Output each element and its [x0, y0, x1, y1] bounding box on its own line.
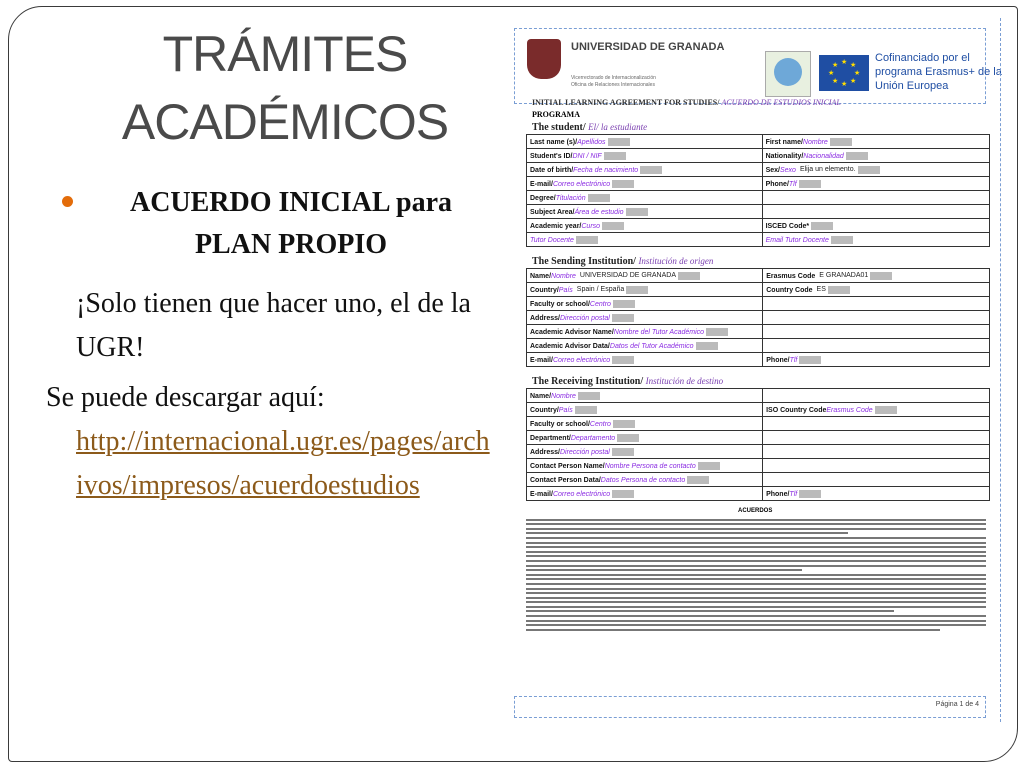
field-label: Academic year/ — [530, 222, 582, 230]
text-line — [526, 601, 986, 603]
input-placeholder-box[interactable] — [831, 236, 853, 244]
form-cell — [527, 297, 763, 311]
sending-table — [526, 268, 990, 367]
field-label: Subject Area/ — [530, 208, 575, 216]
field-label: Name/ — [530, 392, 552, 400]
text-line — [526, 555, 986, 557]
field-label-es: Nombre del Tutor Académico — [613, 328, 705, 336]
form-cell — [763, 459, 990, 473]
cofinanciado-text: Cofinanciado por el programa Erasmus+ de la Unión Europea — [875, 52, 1002, 92]
acuerdos-label: ACUERDOS — [738, 508, 773, 514]
receiving-table — [526, 388, 990, 501]
field-label-es: Sexo — [779, 166, 796, 174]
field-label-es: Fecha de nacimiento — [573, 166, 639, 174]
input-placeholder-box[interactable] — [613, 420, 635, 428]
field-label: Academic Advisor Data/ — [530, 342, 610, 350]
input-placeholder-box[interactable] — [875, 406, 897, 414]
form-cell — [762, 205, 989, 219]
document-header — [514, 28, 1002, 104]
form-cell — [762, 149, 989, 163]
field-label-es: Tlf — [788, 180, 797, 188]
input-placeholder-box[interactable] — [612, 180, 634, 188]
form-cell — [527, 459, 763, 473]
form-title — [532, 98, 841, 107]
field-label-es: Centro — [589, 420, 611, 428]
form-cell — [763, 283, 990, 297]
form-cell — [527, 135, 763, 149]
table-row — [527, 149, 990, 163]
table-row — [527, 403, 990, 417]
text-line — [526, 620, 986, 622]
form-cell — [762, 177, 989, 191]
field-label: Country Code — [766, 286, 813, 294]
table-row — [527, 339, 990, 353]
field-label: ISCED Code* — [765, 222, 810, 230]
field-label: Degree/ — [530, 194, 556, 202]
subtext: ¡Solo tienen que hacer uno, el de la UGR! — [76, 288, 471, 363]
text-line — [526, 528, 986, 530]
input-placeholder-box[interactable] — [870, 272, 892, 280]
table-row — [527, 219, 990, 233]
bullet-dot-icon — [62, 196, 73, 207]
download-link[interactable]: http://internacional.ugr.es/pages/archivos/impresos/acuerdoestudios — [76, 426, 490, 501]
text-line — [526, 606, 986, 608]
form-cell — [527, 339, 763, 353]
field-label-es: Departamento — [570, 434, 616, 442]
input-placeholder-box[interactable] — [696, 342, 718, 350]
form-cell — [527, 269, 763, 283]
field-label-es: Email Tutor Docente — [765, 236, 829, 244]
input-placeholder-box[interactable] — [626, 286, 648, 294]
input-placeholder-box[interactable] — [706, 328, 728, 336]
form-cell — [763, 431, 990, 445]
input-placeholder-box[interactable] — [830, 138, 852, 146]
text-line — [526, 551, 986, 553]
field-label: Contact Person Data/ — [530, 476, 601, 484]
field-value: ES — [816, 286, 826, 294]
input-placeholder-box[interactable] — [578, 392, 600, 400]
receiving-section-head — [532, 376, 723, 387]
table-row — [527, 297, 990, 311]
text-line — [526, 610, 894, 612]
form-title-en: INITIAL LEARNING AGREEMENT FOR STUDIES/ — [532, 98, 720, 107]
student-section-head — [532, 122, 647, 133]
receiving-head-es: Institución de destino — [645, 376, 724, 386]
form-cell — [527, 487, 763, 501]
download-block — [46, 376, 496, 508]
text-line — [526, 519, 986, 521]
field-label-es: Erasmus Code — [826, 406, 873, 414]
text-line — [526, 569, 802, 571]
programa-label: PROGRAMA — [532, 110, 580, 119]
form-title-es: ACUERDO DE ESTUDIOS INICIAL — [721, 98, 841, 107]
university-subtitle — [571, 75, 731, 89]
form-cell — [763, 389, 990, 403]
bullet-block — [62, 182, 492, 266]
field-label: Student's ID/ — [530, 152, 573, 160]
student-table — [526, 134, 990, 247]
form-cell — [527, 403, 763, 417]
field-label: E-mail/ — [530, 180, 553, 188]
table-row — [527, 269, 990, 283]
field-label-es: Datos Persona de contacto — [600, 476, 686, 484]
input-placeholder-box[interactable] — [846, 152, 868, 160]
text-line — [526, 629, 940, 631]
field-label-es: Tlf — [789, 490, 798, 498]
sending-head-en: The Sending Institution/ — [532, 256, 636, 267]
field-label-es: Tlf — [789, 356, 798, 364]
ugr-crest-icon — [527, 39, 561, 79]
field-label: E-mail/ — [530, 490, 553, 498]
input-placeholder-box[interactable] — [612, 448, 634, 456]
field-value: Elija un elemento. — [799, 166, 856, 174]
form-cell — [763, 353, 990, 367]
field-label: Erasmus Code — [766, 272, 816, 280]
title-line-2: ACADÉMICOS — [121, 94, 449, 150]
form-cell — [763, 403, 990, 417]
text-line — [526, 588, 986, 590]
form-cell — [527, 205, 763, 219]
input-placeholder-box[interactable] — [640, 166, 662, 174]
field-label: Academic Advisor Name/ — [530, 328, 614, 336]
field-label: Department/ — [530, 434, 571, 442]
student-head-es: El/ la estudiante — [588, 122, 648, 132]
form-cell — [763, 445, 990, 459]
text-line — [526, 615, 986, 617]
field-label-es: Dirección postal — [559, 448, 610, 456]
input-placeholder-box[interactable] — [612, 356, 634, 364]
field-value: Spain / España — [576, 286, 625, 294]
field-label-es: Nacionalidad — [803, 152, 844, 160]
university-name: UNIVERSIDAD DE GRANADA — [571, 41, 725, 53]
input-placeholder-box[interactable] — [575, 406, 597, 414]
vicerrectorado-text: Vicerrectorado de Internacionalización — [571, 75, 656, 81]
input-placeholder-box[interactable] — [678, 272, 700, 280]
field-label: Phone/ — [766, 356, 790, 364]
text-line — [526, 583, 986, 585]
field-label: Country/ — [530, 406, 559, 414]
table-row — [527, 487, 990, 501]
text-line — [526, 546, 986, 548]
text-line — [526, 560, 986, 562]
eu-flag-icon: ★ ★ ★ ★ ★ ★ ★ ★ — [819, 55, 869, 91]
field-label: Address/ — [530, 448, 560, 456]
table-row — [527, 283, 990, 297]
table-row — [527, 191, 990, 205]
table-row — [527, 389, 990, 403]
text-line — [526, 532, 848, 534]
field-label: Nationality/ — [765, 152, 804, 160]
slide-title — [100, 20, 470, 156]
agreement-document-image — [508, 18, 1004, 722]
input-placeholder-box[interactable] — [799, 490, 821, 498]
field-value: E GRANADA01 — [819, 272, 869, 280]
form-cell — [762, 135, 989, 149]
field-label-es: Centro — [589, 300, 611, 308]
field-label: ISO Country Code — [766, 406, 827, 414]
bullet-text: ACUERDO INICIAL para PLAN PROPIO — [129, 187, 453, 260]
field-label-es: Dirección postal — [559, 314, 610, 322]
input-placeholder-box[interactable] — [828, 286, 850, 294]
field-label-es: Nombre — [802, 138, 828, 146]
input-placeholder-box[interactable] — [687, 476, 709, 484]
field-label: Date of birth/ — [530, 166, 574, 174]
form-cell — [527, 353, 763, 367]
form-cell — [527, 431, 763, 445]
input-placeholder-box[interactable] — [626, 208, 648, 216]
input-placeholder-box[interactable] — [588, 194, 610, 202]
field-label-es: País — [558, 286, 573, 294]
table-row — [527, 311, 990, 325]
input-placeholder-box[interactable] — [613, 300, 635, 308]
text-line — [526, 624, 986, 626]
form-cell — [762, 233, 989, 247]
form-cell — [762, 219, 989, 233]
input-placeholder-box[interactable] — [811, 222, 833, 230]
table-row — [527, 177, 990, 191]
form-cell — [527, 417, 763, 431]
table-row — [527, 353, 990, 367]
form-cell — [763, 417, 990, 431]
form-cell — [762, 191, 989, 205]
field-label-es: País — [558, 406, 573, 414]
field-label-es: Titulación — [555, 194, 586, 202]
input-placeholder-box[interactable] — [799, 356, 821, 364]
text-line — [526, 537, 986, 539]
text-line — [526, 523, 986, 525]
input-placeholder-box[interactable] — [612, 314, 634, 322]
table-row — [527, 431, 990, 445]
form-cell — [763, 487, 990, 501]
table-row — [527, 445, 990, 459]
form-cell — [763, 269, 990, 283]
field-label-es: DNI / NIF — [572, 152, 602, 160]
field-label: First name/ — [765, 138, 803, 146]
form-cell — [527, 311, 763, 325]
sending-section-head — [532, 256, 713, 267]
field-label: Faculty or school/ — [530, 300, 590, 308]
table-row — [527, 135, 990, 149]
form-cell — [527, 177, 763, 191]
form-cell — [527, 219, 763, 233]
input-placeholder-box[interactable] — [604, 152, 626, 160]
document-edge — [1000, 18, 1004, 722]
input-placeholder-box[interactable] — [858, 166, 880, 174]
field-label-es: Nombre — [551, 392, 576, 400]
input-placeholder-box[interactable] — [799, 180, 821, 188]
input-placeholder-box[interactable] — [617, 434, 639, 442]
form-cell — [527, 473, 763, 487]
receiving-head-en: The Receiving Institution/ — [532, 376, 644, 387]
text-line — [526, 574, 986, 576]
text-line — [526, 542, 986, 544]
field-label-es: Nombre — [551, 272, 576, 280]
form-cell — [763, 297, 990, 311]
text-line — [526, 592, 986, 594]
download-label: Se puede descargar aquí: — [46, 382, 325, 413]
acuerdos-text-block — [526, 516, 986, 656]
form-cell — [763, 473, 990, 487]
form-cell — [763, 325, 990, 339]
text-line — [526, 565, 986, 567]
table-row — [527, 233, 990, 247]
field-label: Name/ — [530, 272, 552, 280]
field-value: UNIVERSIDAD DE GRANADA — [579, 272, 676, 280]
title-line-1: TRÁMITES — [162, 26, 408, 82]
input-placeholder-box[interactable] — [698, 462, 720, 470]
text-line — [526, 597, 986, 599]
field-label: Phone/ — [766, 490, 790, 498]
table-row — [527, 205, 990, 219]
field-label-es: Correo electrónico — [552, 356, 611, 364]
form-cell — [527, 149, 763, 163]
form-cell — [763, 339, 990, 353]
form-cell — [527, 233, 763, 247]
field-label: Address/ — [530, 314, 560, 322]
table-row — [527, 325, 990, 339]
field-label-es: Correo electrónico — [552, 180, 611, 188]
field-label-es: Área de estudio — [574, 208, 624, 216]
field-label: Sex/ — [765, 166, 780, 174]
input-placeholder-box[interactable] — [602, 222, 624, 230]
field-label-es: Curso — [581, 222, 601, 230]
field-label-es: Tutor Docente — [530, 236, 574, 244]
globe-logo-icon — [765, 51, 811, 97]
table-row — [527, 417, 990, 431]
field-label-es: Nombre Persona de contacto — [604, 462, 696, 470]
oficina-text: Oficina de Relaciones Internacionales — [571, 82, 655, 88]
input-placeholder-box[interactable] — [608, 138, 630, 146]
document-footer — [514, 696, 986, 718]
table-row — [527, 473, 990, 487]
form-cell — [527, 445, 763, 459]
sending-head-es: Institución de origen — [638, 256, 714, 266]
page-number: Página 1 de 4 — [935, 701, 979, 708]
field-label: Country/ — [530, 286, 559, 294]
form-cell — [527, 389, 763, 403]
form-cell — [527, 191, 763, 205]
form-cell — [763, 311, 990, 325]
form-cell — [527, 325, 763, 339]
student-head-en: The student/ — [532, 122, 586, 133]
field-label-es: Apellidos — [577, 138, 606, 146]
form-cell — [527, 283, 763, 297]
input-placeholder-box[interactable] — [576, 236, 598, 244]
field-label: E-mail/ — [530, 356, 553, 364]
field-label-es: Datos del Tutor Académico — [609, 342, 694, 350]
field-label: Phone/ — [765, 180, 789, 188]
field-label: Faculty or school/ — [530, 420, 590, 428]
form-cell — [762, 163, 989, 177]
input-placeholder-box[interactable] — [612, 490, 634, 498]
form-cell — [527, 163, 763, 177]
field-label: Contact Person Name/ — [530, 462, 605, 470]
table-row — [527, 459, 990, 473]
text-line — [526, 578, 986, 580]
field-label: Last name (s)/ — [530, 138, 578, 146]
table-row — [527, 163, 990, 177]
field-label-es: Correo electrónico — [552, 490, 611, 498]
